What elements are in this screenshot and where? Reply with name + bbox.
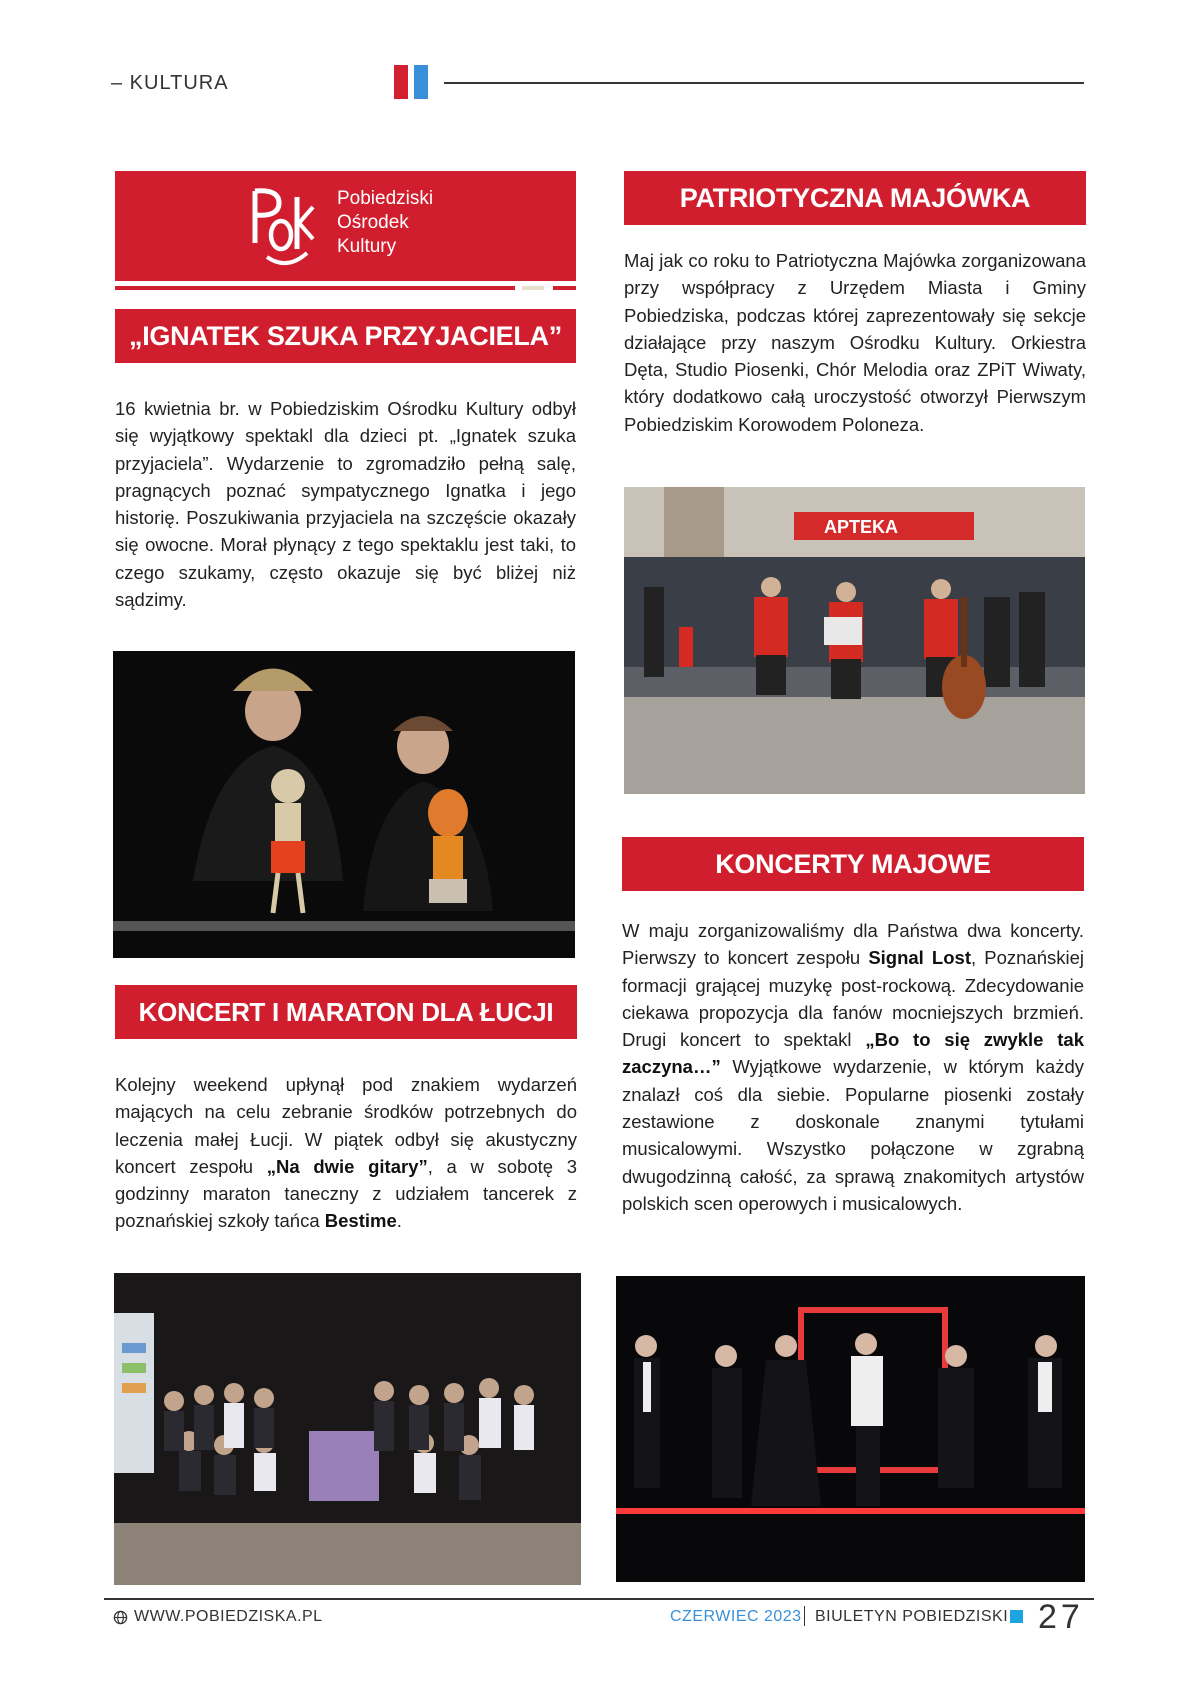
logo-rule — [115, 286, 515, 290]
majowka-heading: PATRIOTYCZNA MAJÓWKA — [624, 171, 1086, 225]
page-number: 27 — [1038, 1598, 1084, 1636]
koncerty-text-2: , Poznańskiej formacji grającej muzykę post-rockową. Zdecydowanie ciekawa propozycja dla fanów mocniejszych brzmień. Drugi koncert to spektakl — [622, 947, 1084, 1051]
ignatek-heading: „IGNATEK SZUKA PRZYJACIELA” — [115, 309, 576, 363]
footer-website[interactable] — [113, 1608, 323, 1626]
pok-logo-text — [337, 187, 433, 259]
concert-stage-photo — [616, 1276, 1085, 1582]
pok-logo-banner — [115, 171, 576, 281]
lucja-text — [115, 1071, 577, 1235]
lucja-heading: KONCERT I MARATON DLA ŁUCJI — [115, 985, 577, 1039]
ignatek-text: 16 kwietnia br. w Pobiedziskim Ośrodku Kultury odbył się wyjątkowy spektakl dla dzieci pt. „Ignatek szuka przyjaciela”. Wydarzenie to zgromadziło pełną salę, pragnących poznać sympatycznego Ignatka i jego historię. Poszukiwania przyjaciela na szczęście okazały się owocne. Morał płynący z tego spektaklu jest taki, to czego szukamy, często okazuje się być bliżej niż sądzimy. — [115, 398, 576, 611]
logo-rule-end — [553, 286, 576, 290]
pok-logo-icon — [247, 183, 317, 269]
footer-rule — [104, 1598, 1094, 1600]
website-link[interactable]: WWW.POBIEDZISKA.PL — [134, 1608, 323, 1625]
musical-concert-illustration — [616, 1276, 1085, 1582]
header-rule — [444, 82, 1084, 84]
logo-line-2: Ośrodek — [337, 212, 409, 233]
flag-blue-bar — [414, 65, 428, 99]
puppet-show-photo — [113, 651, 575, 958]
lucja-text-1: Kolejny weekend upłynął pod znakiem wydarzeń mających na celu zebranie środków potrzebnych do leczenia małej Łucji. W piątek odbył się akustyczny koncert zespołu — [115, 1074, 577, 1177]
koncerty-band-name: Signal Lost — [868, 947, 971, 969]
brass-band-illustration — [624, 487, 1085, 794]
dance-marathon-photo — [114, 1273, 581, 1585]
koncerty-text — [622, 917, 1084, 1217]
patriotic-majowka-photo — [624, 487, 1085, 794]
lucja-band-name: „Na dwie gitary” — [266, 1155, 428, 1177]
koncerty-show-title: „Bo to się zwykle tak zaczyna…” — [622, 1029, 1084, 1078]
footer-accent-square — [1010, 1610, 1023, 1623]
lucja-school-name: Bestime — [324, 1210, 397, 1232]
logo-line-3: Kultury — [337, 236, 397, 257]
globe-icon — [113, 1610, 128, 1625]
koncerty-text-1: W maju zorganizowaliśmy dla Państwa dwa koncerty. Pierwszy to koncert zespołu — [622, 920, 1084, 969]
issue-date: CZERWIEC 2023 — [670, 1608, 802, 1625]
apteka-sign: APTEKA — [824, 517, 899, 537]
publication-title: BIULETYN POBIEDZISKI — [815, 1608, 1009, 1625]
logo-rule-accent — [522, 286, 544, 290]
footer-separator — [804, 1606, 805, 1626]
dance-group-illustration — [114, 1273, 581, 1585]
koncerty-heading: KONCERTY MAJOWE — [622, 837, 1084, 891]
lucja-text-3: . — [396, 1210, 402, 1232]
section-label: – KULTURA — [111, 72, 229, 94]
lucja-text-2: , a w sobotę 3 godzinny maraton taneczny z udziałem tancerek z poznańskiej szkoły tańca — [115, 1155, 577, 1232]
logo-line-1: Pobiedziski — [337, 188, 434, 209]
majowka-text: Maj jak co roku to Patriotyczna Majówka zorganizowana przy współpracy z Urzędem Miasta i Gminy Pobiedziska, podczas której zaprezentowały się sekcje działające przy naszym Ośrodku Kultury. Orkiestra Dęta, Studio Piosenki, Chór Melodia oraz ZPiT Wiwaty, który dodatkowo całą uroczystość otworzył Pierwszym Pobiedziskim Korowodem Poloneza. — [624, 250, 1086, 435]
koncerty-text-3: Wyjątkowe wydarzenie, w którym każdy znalazł coś dla siebie. Popularne piosenki zostały zestawione z doskonale znanymi tytułami musicalowymi. Wszystko połączone w zgrabną dwugodzinną całość, za sprawą znakomitych artystów polskich scen operowych i musicalowych. — [622, 1056, 1084, 1214]
puppet-show-illustration — [113, 651, 575, 958]
flag-red-bar — [394, 65, 408, 99]
